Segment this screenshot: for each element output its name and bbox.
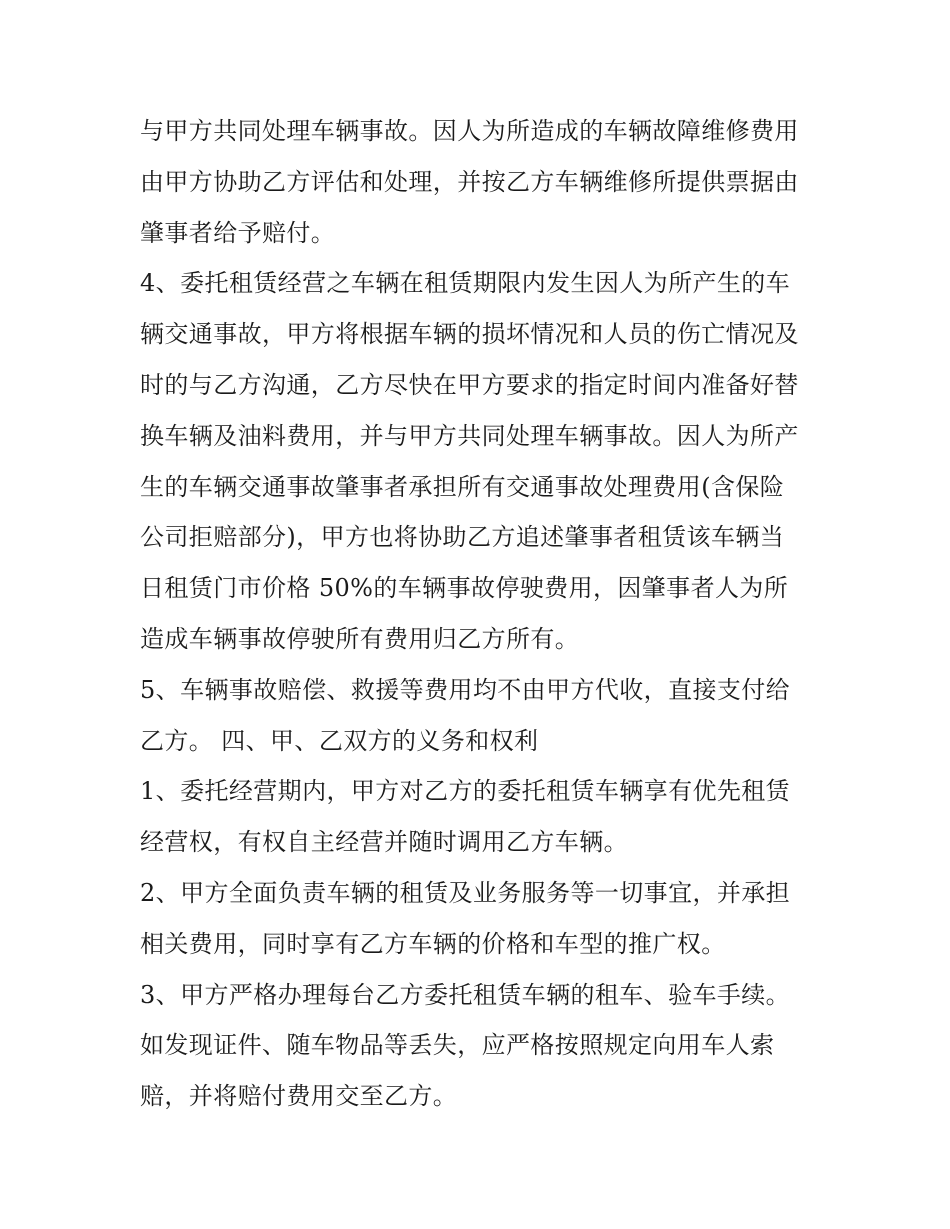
text-line: 赔，并将赔付费用交至乙方。 bbox=[140, 1082, 458, 1111]
text-line: 1、委托经营期内，甲方对乙方的委托租赁车辆享有优先租赁 bbox=[140, 777, 791, 806]
text-line: 辆交通事故，甲方将根据车辆的损坏情况和人员的伤亡情况及 bbox=[140, 320, 799, 349]
text-line: 5、车辆事故赔偿、救援等费用均不由甲方代收，直接支付给 bbox=[140, 675, 791, 704]
text-line: 经营权，有权自主经营并随时调用乙方车辆。 bbox=[140, 828, 628, 857]
text-line: 相关费用，同时享有乙方车辆的价格和车型的推广权。 bbox=[140, 929, 726, 958]
text-line: 造成车辆事故停驶所有费用归乙方所有。 bbox=[140, 624, 580, 653]
text-line: 如发现证件、随车物品等丢失，应严格按照规定向用车人索 bbox=[140, 1031, 775, 1060]
text-line: 换车辆及油料费用，并与甲方共同处理车辆事故。因人为所产 bbox=[140, 421, 799, 450]
text-line: 肇事者给予赔付。 bbox=[140, 218, 336, 247]
text-line: 日租赁门市价格 50%的车辆事故停驶费用，因肇事者人为所 bbox=[140, 574, 789, 603]
text-line: 生的车辆交通事故肇事者承担所有交通事故处理费用(含保险 bbox=[140, 472, 785, 501]
text-line: 2、甲方全面负责车辆的租赁及业务服务等一切事宜，并承担 bbox=[140, 878, 791, 907]
text-line: 由甲方协助乙方评估和处理，并按乙方车辆维修所提供票据由 bbox=[140, 167, 799, 196]
text-line: 4、委托租赁经营之车辆在租赁期限内发生因人为所产生的车 bbox=[140, 269, 791, 298]
text-line: 3、甲方严格办理每台乙方委托租赁车辆的租车、验车手续。 bbox=[140, 980, 791, 1009]
text-line: 乙方。 四、甲、乙双方的义务和权利 bbox=[140, 726, 539, 755]
text-line: 与甲方共同处理车辆事故。因人为所造成的车辆故障维修费用 bbox=[140, 117, 799, 145]
text-line: 时的与乙方沟通，乙方尽快在甲方要求的指定时间内准备好替 bbox=[140, 370, 799, 399]
text-line: 公司拒赔部分)，甲方也将协助乙方追述肇事者租赁该车辆当 bbox=[140, 523, 785, 552]
document-body bbox=[140, 106, 820, 1122]
